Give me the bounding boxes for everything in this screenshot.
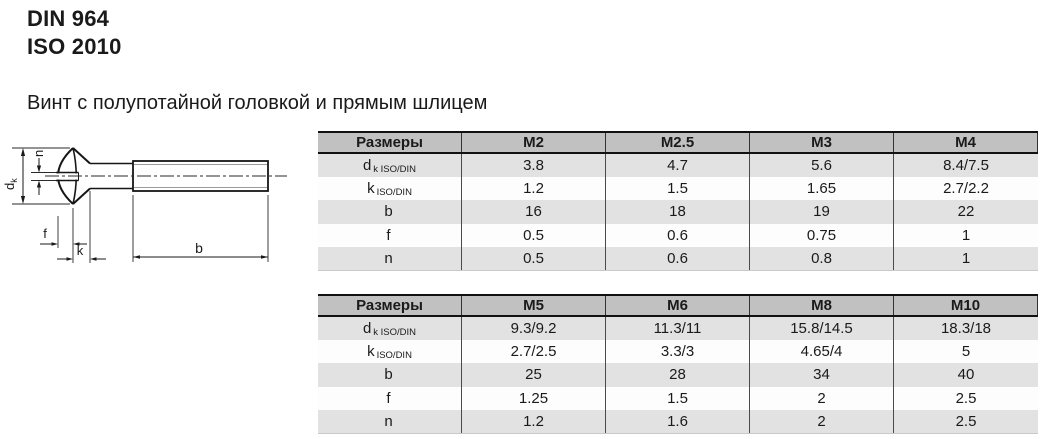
dimension-n	[37, 158, 41, 195]
header-cell-m8: M8	[750, 296, 894, 315]
value-cell: 22	[957, 203, 975, 221]
value-cell: 0.75	[750, 224, 894, 247]
value-cell: 4.65/4	[750, 340, 894, 363]
value-cell: 0.8	[750, 247, 894, 270]
value-cell: 1.5	[606, 387, 750, 410]
slot	[56, 173, 79, 181]
value-cell: 18	[606, 200, 750, 223]
value-cell: 16	[462, 200, 606, 223]
value-cell: 5.6	[750, 154, 894, 177]
value-cell: 1	[961, 249, 971, 267]
value-cell: 0.5	[462, 224, 606, 247]
dim-label-dk: $d_k$	[2, 178, 19, 190]
value-cell: 0.6	[606, 247, 750, 270]
value-cell: 11.3/11	[606, 317, 750, 340]
row-label-dk: d k ISO/DIN	[318, 154, 462, 177]
value-cell: 1.25	[462, 387, 606, 410]
dimension-dk	[21, 148, 25, 204]
dim-label-f: f	[43, 226, 47, 241]
value-cell: 8.4/7.5	[943, 157, 989, 175]
dim-label-n: n	[31, 149, 46, 157]
screw-technical-drawing	[0, 135, 300, 285]
value-cell: 1.5	[606, 177, 750, 200]
header-cell-m10: M10	[894, 296, 1038, 315]
value-cell: 15.8/14.5	[750, 317, 894, 340]
value-cell: 2.7/2.2	[943, 180, 989, 198]
value-cell: 28	[606, 363, 750, 386]
value-cell: 2	[750, 410, 894, 433]
row-label-dk: d k ISO/DIN	[318, 317, 462, 340]
table-row-k	[318, 340, 1038, 363]
table-row-k	[318, 177, 1038, 200]
table-row-f	[318, 224, 1038, 247]
header-cell-m2-5: M2.5	[606, 133, 750, 152]
value-cell: 0.6	[606, 224, 750, 247]
value-cell: 3.8	[462, 154, 606, 177]
standard-titles	[27, 5, 122, 61]
row-label-k: k ISO/DIN	[318, 340, 462, 363]
value-cell: 1.2	[462, 410, 606, 433]
table-row-b	[318, 363, 1038, 386]
value-cell: 2	[750, 387, 894, 410]
value-cell: 1.2	[462, 177, 606, 200]
header-cell-m6: M6	[606, 296, 750, 315]
page-title: Винт с полупотайной головкой и прямым шлицем	[27, 92, 488, 114]
value-cell: 9.3/9.2	[462, 317, 606, 340]
header-cell-sizes: Размеры	[318, 133, 462, 152]
table-row-f	[318, 387, 1038, 410]
value-cell: 1	[961, 226, 971, 244]
row-label-k: k ISO/DIN	[318, 177, 462, 200]
dim-label-b: b	[195, 240, 203, 256]
row-label-n: n	[318, 247, 462, 270]
header-cell-sizes: Размеры	[318, 296, 462, 315]
table-row-b	[318, 200, 1038, 223]
dimensions-table-m5-m10	[318, 294, 1038, 434]
row-label-b: b	[318, 363, 462, 386]
value-cell: 0.5	[462, 247, 606, 270]
table-header-row	[318, 294, 1038, 317]
dimensions-table-m2-m4	[318, 131, 1038, 271]
row-label-f: f	[318, 224, 462, 247]
value-cell: 4.7	[606, 154, 750, 177]
header-cell-m2: M2	[462, 133, 606, 152]
value-cell: 2.7/2.5	[462, 340, 606, 363]
extension-lines	[12, 148, 268, 263]
dim-label-k: k	[76, 243, 84, 258]
table-row-dk	[318, 317, 1038, 340]
value-cell: 5	[961, 343, 971, 361]
value-cell: 2.5	[955, 389, 977, 407]
table-row-dk	[318, 154, 1038, 177]
row-label-n: n	[318, 410, 462, 433]
header-cell-m4: M4	[894, 133, 1038, 152]
row-label-b: b	[318, 200, 462, 223]
standard-din: DIN 964	[27, 6, 110, 31]
value-cell: 1.65	[750, 177, 894, 200]
value-cell: 19	[750, 200, 894, 223]
value-cell: 18.3/18	[940, 320, 992, 338]
row-label-f: f	[318, 387, 462, 410]
table-row-n	[318, 410, 1038, 433]
table-row-n	[318, 247, 1038, 270]
value-cell: 1.6	[606, 410, 750, 433]
header-cell-m5: M5	[462, 296, 606, 315]
value-cell: 3.3/3	[606, 340, 750, 363]
value-cell: 2.5	[955, 412, 977, 430]
header-cell-m3: M3	[750, 133, 894, 152]
table-header-row	[318, 131, 1038, 154]
value-cell: 25	[462, 363, 606, 386]
value-cell: 34	[750, 363, 894, 386]
value-cell: 40	[957, 366, 975, 384]
standard-iso: ISO 2010	[27, 34, 122, 59]
